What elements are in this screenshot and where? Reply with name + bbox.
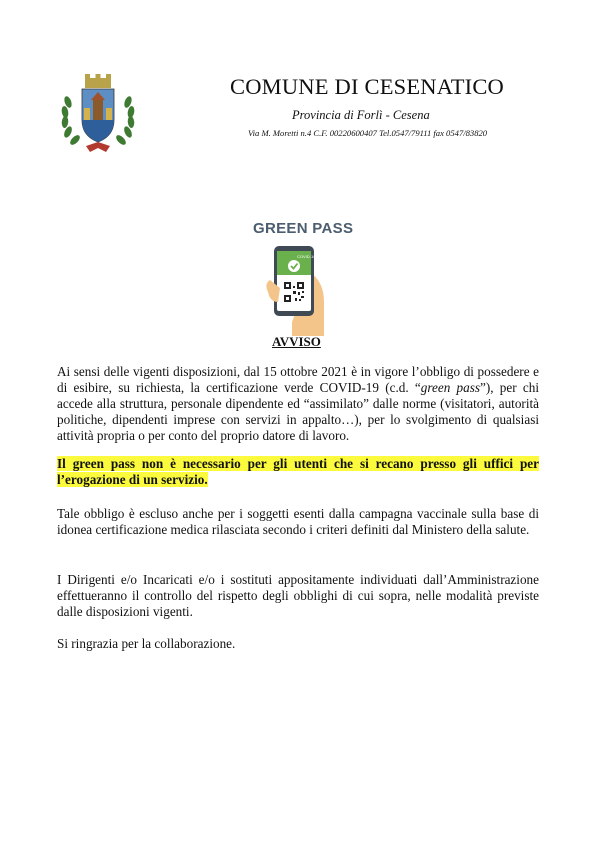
paragraph-obligation-part-a: Ai sensi delle vigenti disposizioni, dal 15 ottobre 2021 è in vigore l’obbligo di possedere e di esibire, su richiesta, la certificazione verde COVID-19 (c.d. “ xyxy=(57,364,539,395)
paragraph-exemption-highlight xyxy=(57,456,539,488)
phone-qr-icon xyxy=(262,242,328,336)
province-subtitle: Provincia di Forlì - Cesena xyxy=(292,108,430,122)
page-title: COMUNE DI CESENATICO xyxy=(230,74,504,99)
green-pass-title: GREEN PASS xyxy=(253,220,354,237)
check-icon xyxy=(288,260,300,272)
paragraph-controls: I Dirigenti e/o Incaricati e/o i sostituti appositamente individuati dall’Amministrazione effettueranno il controllo del rispetto degli obblighi di cui sopra, nelle modalità previste dalle disposizioni vigenti. xyxy=(57,572,539,619)
address-line: Via M. Moretti n.4 C.F. 00220600407 Tel.0547/79111 fax 0547/83820 xyxy=(248,128,488,138)
paragraph-obligation-emphasis: green pass xyxy=(420,380,480,395)
crest-icon xyxy=(58,72,138,158)
paragraph-obligation xyxy=(57,364,539,444)
paragraph-medical-exemption: Tale obbligo è escluso anche per i soggetti esenti dalla campagna vaccinale sulla base di idonea certificazione medica rilasciata secondo i criteri definiti dal Ministero della salute. xyxy=(57,506,539,537)
paragraph-thanks: Si ringrazia per la collaborazione. xyxy=(57,636,236,651)
paragraph-obligation-part-b: ”), per chi accede alla struttura, personale dipendente ed “assimilato” dalle norme (visitatori, autorità politiche, dipendenti imprese con servizi in appalto…), per lo svolgimento di qualsiasi attività propria o per conto del proprio datore di lavoro. xyxy=(57,380,539,443)
notice-heading: AVVISO xyxy=(272,334,321,349)
highlighted-text: Il green pass non è necessario per gli utenti che si recano presso gli uffici per l’erogazione di un servizio. xyxy=(57,456,539,487)
phone-label: COVID-19 xyxy=(297,254,316,259)
